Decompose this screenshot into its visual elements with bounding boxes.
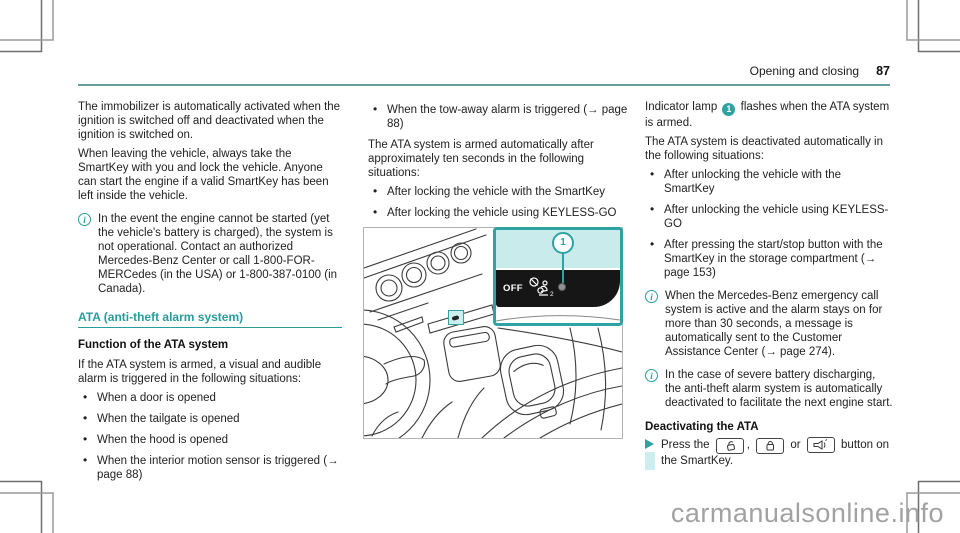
indicator-number-badge: 1	[722, 103, 735, 116]
note-emergency-call	[645, 289, 893, 359]
header-page-number: 87	[876, 64, 890, 78]
list-item: • When the hood is opened	[78, 433, 342, 447]
paragraph-immobilizer-2: When leaving the vehicle, always take the SmartKey with you and lock the vehicle. Anyone can start the engine if a valid SmartKey has been left inside the vehicle.	[78, 148, 329, 202]
list-item: • When the tow-away alarm is triggered (→ page 88)	[368, 103, 632, 131]
inset-black-panel	[496, 270, 620, 307]
airbag-off-icon	[527, 276, 555, 300]
svg-text:2: 2	[550, 291, 554, 298]
info-icon: i	[645, 290, 658, 303]
panic-alarm-button-icon	[807, 437, 835, 453]
page-header	[78, 62, 890, 86]
step-arrow-icon	[645, 439, 654, 449]
header-section-title: Opening and closing	[749, 64, 860, 78]
list-item: • When a door is opened	[78, 391, 342, 405]
list-item: • When the interior motion sensor is triggered (→ page 88)	[78, 454, 342, 482]
dashboard-figure	[363, 227, 623, 439]
paragraph-indicator: Indicator lamp 1 flashes when the ATA system is armed.	[645, 101, 890, 129]
step-band	[645, 452, 655, 470]
note-engine-start	[78, 212, 342, 296]
arming-list	[368, 185, 632, 220]
unlock-button-icon	[716, 438, 744, 454]
console-button-highlight	[448, 310, 464, 325]
note-battery	[645, 368, 893, 410]
info-icon: i	[645, 369, 658, 382]
column-2	[368, 100, 632, 439]
step-marker	[645, 437, 661, 470]
paragraph-deactivated: The ATA system is deactivated automatically in the following situations:	[645, 136, 883, 162]
alarm-trigger-list-continued	[368, 103, 632, 131]
step-text: Press the , or button on the SmartKey.	[661, 439, 889, 467]
callout-line	[562, 250, 564, 283]
lock-button-icon	[756, 438, 784, 454]
note-text: When the Mercedes-Benz emergency call system is active and the alarm stays on for more than 30 seconds, a message is automatically sent to the Customer Assistance Center (→ page 274).	[665, 290, 883, 358]
indicator-lamp-dot	[558, 283, 566, 291]
list-item: • After unlocking the vehicle with the SmartKey	[645, 168, 893, 196]
column-1	[78, 100, 342, 489]
list-item: • After locking the vehicle using KEYLESS-GO	[368, 206, 632, 220]
list-item: • When the tailgate is opened	[78, 412, 342, 426]
alarm-trigger-list	[78, 391, 342, 482]
callout-1: 1	[552, 232, 574, 254]
trim-edge-line	[496, 307, 620, 323]
button-panel-inset	[493, 227, 623, 326]
note-text: In the case of severe battery discharging, the anti-theft alarm system is automatically deactivated to facilitate the next engine start.	[665, 369, 893, 409]
instruction-step	[645, 437, 893, 470]
paragraph-immobilizer-1: The immobilizer is automatically activated when the ignition is switched off and deactivated when the ignition is switched on.	[78, 101, 341, 141]
off-label: OFF	[503, 283, 523, 294]
list-item: • After pressing the start/stop button with the SmartKey in the storage compartment (→ page 153)	[645, 238, 893, 280]
heading-deactivating-ata: Deactivating the ATA	[645, 421, 759, 433]
info-icon: i	[78, 213, 91, 226]
section-heading-ata: ATA (anti-theft alarm system)	[78, 310, 342, 328]
column-3	[645, 100, 893, 470]
watermark: carmanualsonline.info	[670, 498, 944, 528]
paragraph-armed: The ATA system is armed automatically after approximately ten seconds in the following situations:	[368, 139, 594, 179]
deactivation-list	[645, 168, 893, 280]
note-text: In the event the engine cannot be started (yet the vehicle's battery is charged), the system is not operational. Contact an authorized Mercedes-Benz Center or call 1-800-FOR-MERCedes (in the USA) or 1-800-387-0100 (in Canada).	[98, 213, 338, 295]
list-item: • After unlocking the vehicle using KEYLESS-GO	[645, 203, 893, 231]
subheading-function: Function of the ATA system	[78, 339, 229, 351]
list-item: • After locking the vehicle with the SmartKey	[368, 185, 632, 199]
paragraph-function: If the ATA system is armed, a visual and audible alarm is triggered in the following situations:	[78, 359, 322, 385]
